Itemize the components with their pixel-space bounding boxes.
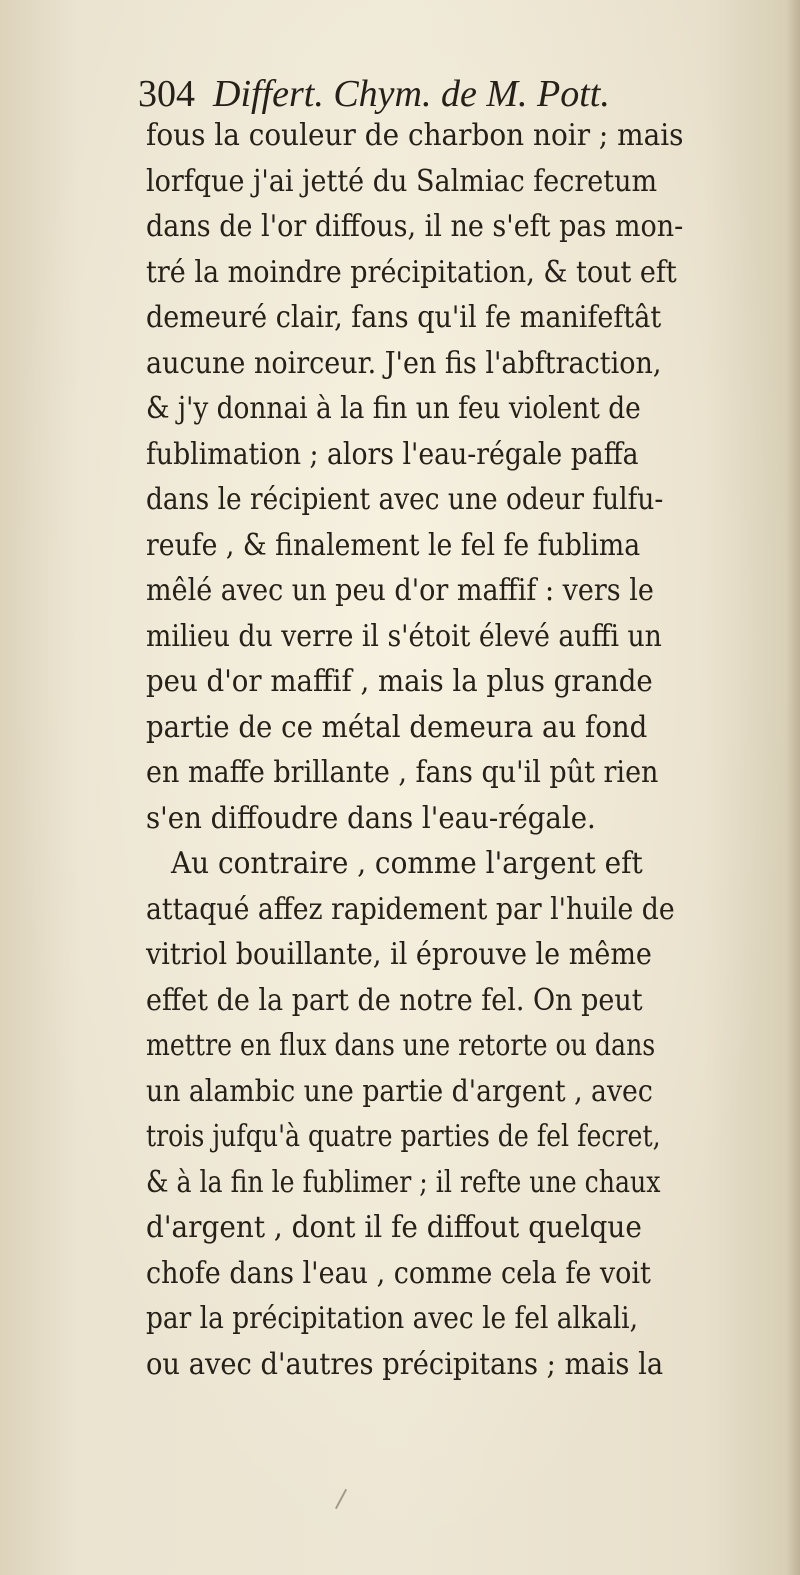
text-line: chofe dans l'eau , comme cela fe voit	[146, 1255, 651, 1291]
text-line: milieu du verre il s'étoit élevé auffi un	[146, 618, 662, 654]
text-line: vitriol bouillante, il éprouve le même	[146, 937, 652, 972]
text-line: tré la moindre précipitation, & tout eft	[146, 254, 677, 290]
text-line: reufe , & finalement le fel fe fublima	[146, 527, 641, 563]
text-line: partie de ce métal demeura au fond	[146, 709, 648, 745]
text-line: un alambic une partie d'argent , avec	[146, 1073, 653, 1109]
text-line-paragraph-start: Au contraire , comme l'argent eft	[171, 846, 643, 881]
text-line: demeuré clair, fans qu'il fe manifeftât	[146, 300, 662, 335]
page-number: 304	[138, 73, 195, 115]
running-head: Differt. Chym. de M. Pott.	[213, 73, 610, 115]
text-line: attaqué affez rapidement par l'huile de	[146, 891, 675, 927]
text-line: & à la fin le fublimer ; il refte une chaux	[146, 1164, 661, 1200]
text-line: effet de la part de notre fel. On peut	[146, 982, 643, 1018]
text-body	[146, 113, 766, 1387]
text-line: dans le récipient avec une odeur fulfu-	[146, 482, 664, 517]
text-line: en maffe brillante , fans qu'il pût rien	[146, 755, 659, 790]
text-line: peu d'or maffif , mais la plus grande	[146, 664, 653, 699]
text-line: fublimation ; alors l'eau-régale paffa	[146, 436, 639, 472]
text-line: ou avec d'autres précipitans ; mais la	[146, 1346, 664, 1382]
text-line: s'en diffoudre dans l'eau-régale.	[146, 800, 596, 836]
text-line: aucune noirceur. J'en fis l'abftraction,	[146, 345, 662, 381]
text-line: trois jufqu'à quatre parties de fel fecret,	[146, 1119, 661, 1154]
text-line: fous la couleur de charbon noir ; mais	[146, 118, 684, 153]
text-line: mêlé avec un peu d'or maffif : vers le	[146, 573, 654, 608]
ink-mark	[335, 1489, 347, 1509]
text-line: lorfque j'ai jetté du Salmiac fecretum	[146, 163, 658, 199]
text-line: dans de l'or diffous, il ne s'eft pas mon-	[146, 209, 684, 244]
page-edge-shadow	[786, 0, 800, 1575]
text-line: mettre en flux dans une retorte ou dans	[146, 1028, 656, 1063]
text-line: & j'y donnai à la fin un feu violent de	[146, 391, 641, 426]
text-line: par la précipitation avec le fel alkali,	[146, 1301, 638, 1336]
text-line: d'argent , dont il fe diffout quelque	[146, 1210, 642, 1245]
